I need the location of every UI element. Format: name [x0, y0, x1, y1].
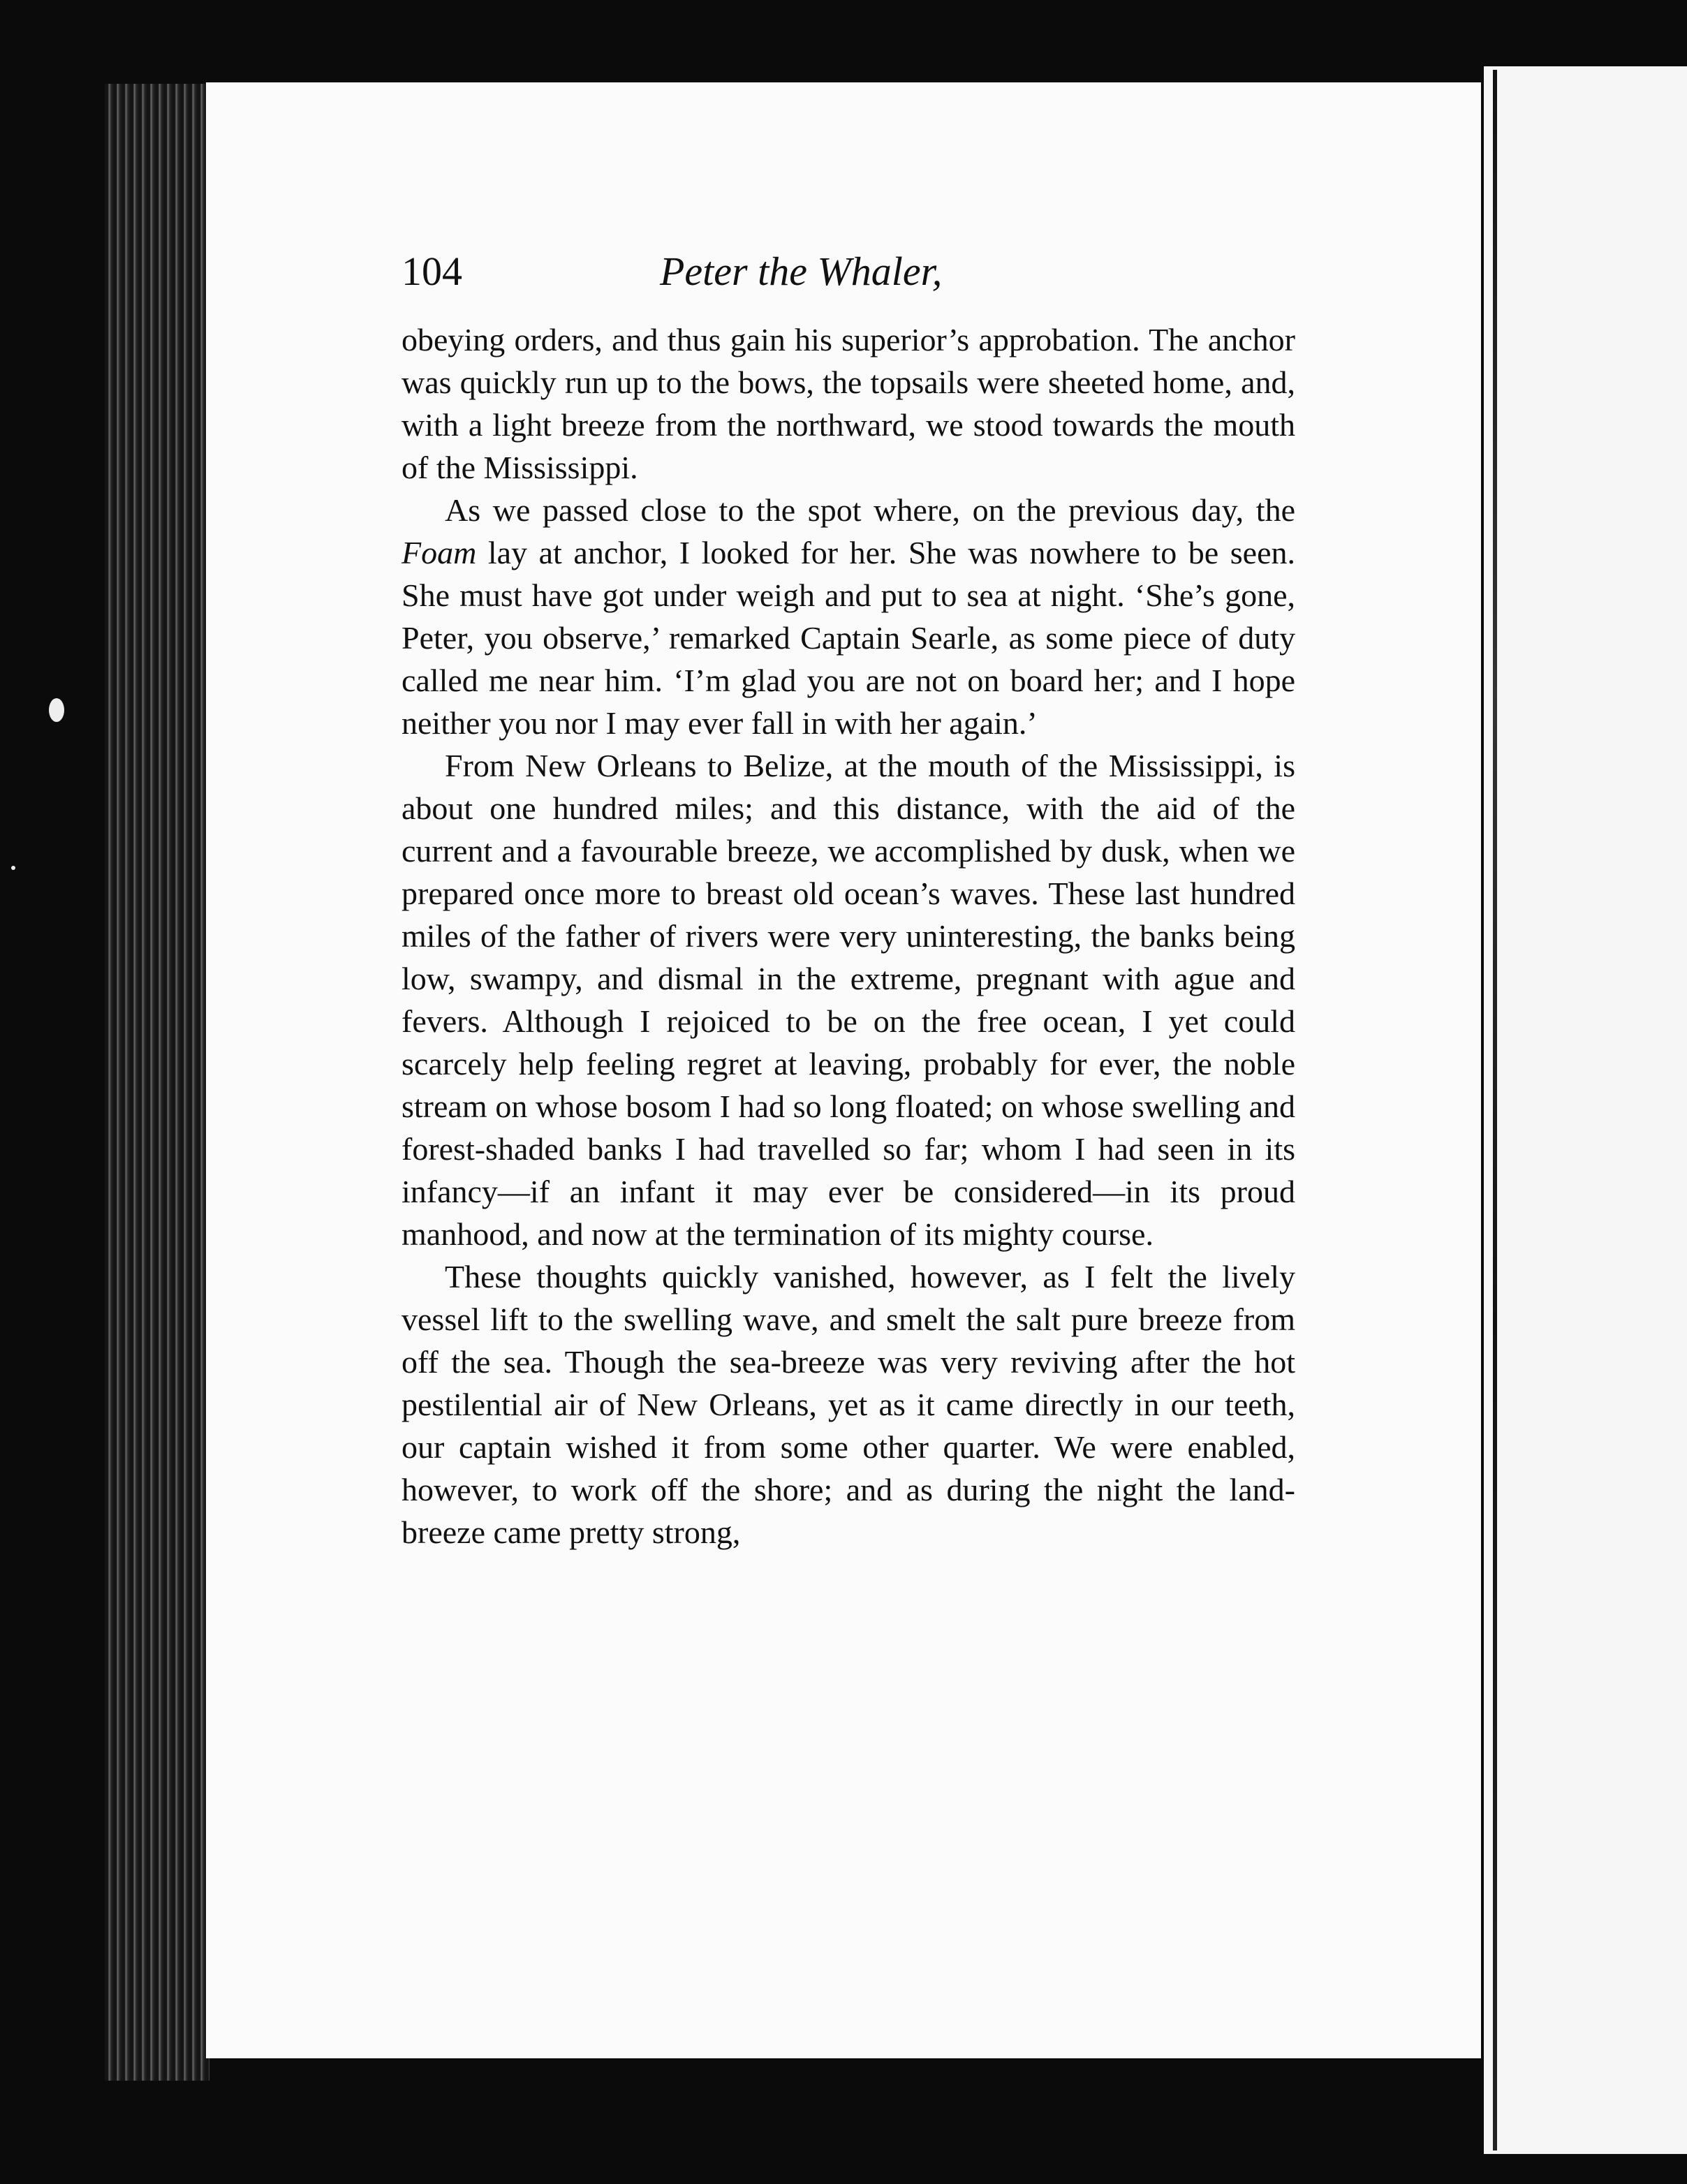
paragraph: These thoughts quickly vanished, however, as I felt the lively vessel lift to the swelling wave, and smelt the salt pure breeze from off the sea. Though the sea-breeze was very reviving after the hot pestilential air of New Orleans, yet as it came directly in our teeth, our captain wished it from some other quarter. We were enabled, however, to work off the shore; and as during the night the land-breeze came pretty strong, [402, 1259, 1295, 1550]
facing-page-edge [1484, 66, 1687, 2154]
book-spine [105, 84, 209, 2081]
paragraph-text: lay at anchor, I looked for her. She was nowhere to be seen. She must have got under weigh and put to sea at night. ‘She’s gone, Peter, you observe,’ remarked Captain Searle, as some piece of duty called me near him. ‘I’m glad you are not on board her; and I hope neither you nor I may ever fall in with her again.’ [402, 535, 1295, 741]
page-number: 104 [402, 249, 462, 294]
dust-speck [49, 698, 64, 722]
paragraph [402, 489, 1295, 744]
dust-speck [11, 866, 15, 870]
paragraph: obeying orders, and thus gain his superior’s approbation. The anchor was quickly run up to the bows, the topsails were sheeted home, and, with a light breeze from the northward, we stood towards the mouth of the Mississippi. [402, 322, 1295, 485]
running-title: Peter the Whaler, [660, 249, 943, 294]
paragraph: From New Orleans to Belize, at the mouth of the Mississippi, is about one hundred miles; and this distance, with the aid of the current and a favourable breeze, we accomplished by dusk, when we prepared once more to breast old ocean’s waves. These last hundred miles of the father of rivers were very uninteresting, the banks being low, swampy, and dismal in the extreme, pregnant with ague and fevers. Although I rejoiced to be on the free ocean, I yet could scarcely help feeling regret at leaving, probably for ever, the noble stream on whose bosom I had so long floated; on whose swelling and forest-shaded banks I had travelled so far; whom I had seen in its infancy—if an infant it may ever be considered—in its proud manhood, and now at the termination of its mighty course. [402, 748, 1295, 1252]
ship-name: Foam [402, 535, 477, 570]
page-gutter-edge [1493, 70, 1497, 2150]
running-header [402, 248, 1295, 304]
body-text [402, 318, 1295, 1554]
paragraph-text: As we passed close to the spot where, on the previous day, the [445, 492, 1295, 528]
